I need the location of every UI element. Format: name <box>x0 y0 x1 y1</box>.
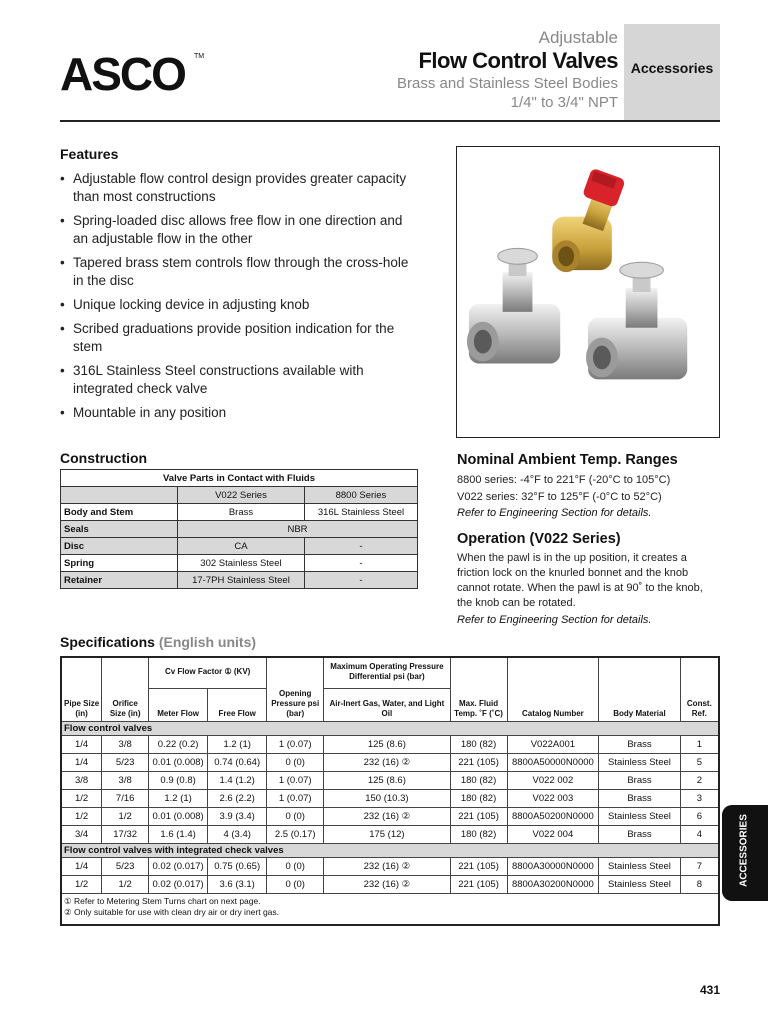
table-cell: 0 (0) <box>267 754 324 772</box>
table-cell: Brass <box>599 790 680 808</box>
table-cell: 4 (3.4) <box>208 826 267 844</box>
header-subtitle-top: Adjustable <box>538 28 618 47</box>
table-cell: 180 (82) <box>450 772 507 790</box>
table-row <box>61 521 418 538</box>
column-header: Max. Fluid Temp. ˚F (˚C) <box>450 657 507 722</box>
category-tab-label: Accessories <box>630 60 714 76</box>
table-cell: 5/23 <box>102 754 149 772</box>
spec-rows-group1 <box>61 736 719 844</box>
table-cell: 0.01 (0.008) <box>149 754 208 772</box>
table-cell: 150 (10.3) <box>324 790 450 808</box>
table-cell: 17/32 <box>102 826 149 844</box>
table-cell: 180 (82) <box>450 826 507 844</box>
table-notes <box>61 894 719 926</box>
category-tab <box>624 24 720 122</box>
group-label: Flow control valves <box>61 722 719 736</box>
column-header: Cv Flow Factor ① (KV) <box>149 657 267 689</box>
footnote-2: ② Only suitable for use with clean dry air or dry inert gas. <box>64 907 280 917</box>
construction-caption: Valve Parts in Contact with Fluids <box>61 470 418 487</box>
column-header: Air-Inert Gas, Water, and Light Oil <box>324 689 450 722</box>
table-cell: 0 (0) <box>267 876 324 894</box>
table-cell: 1 <box>680 736 719 754</box>
table-cell: 221 (105) <box>450 876 507 894</box>
table-row <box>61 808 719 826</box>
specifications-title: Specifications <box>60 634 155 650</box>
specifications-table <box>60 656 720 926</box>
column-header: Maximum Operating Pressure Differential psi (bar) <box>324 657 450 689</box>
table-cell: 232 (16) ② <box>324 876 450 894</box>
table-cell: 0 (0) <box>267 858 324 876</box>
logo-tm: TM <box>194 53 205 60</box>
table-cell: 3/8 <box>102 736 149 754</box>
column-header: Meter Flow <box>149 689 208 722</box>
table-group-row <box>61 722 719 736</box>
header-subtitle-bodies: Brass and Stainless Steel Bodies <box>397 75 618 92</box>
table-row <box>61 754 719 772</box>
page-title: Flow Control Valves <box>418 48 618 73</box>
temp-ranges <box>457 472 670 506</box>
table-cell: 1 (0.07) <box>267 736 324 754</box>
operation-reference: Refer to Engineering Section for details. <box>457 614 652 626</box>
table-cell: 8800A50200N0000 <box>507 808 599 826</box>
row-label: Body and Stem <box>61 504 178 521</box>
table-cell: CA <box>178 538 305 555</box>
table-cell: 0.74 (0.64) <box>208 754 267 772</box>
table-cell: 8800A30000N0000 <box>507 858 599 876</box>
column-header: Pipe Size (in) <box>61 657 102 722</box>
table-cell: 2 <box>680 772 719 790</box>
group-label: Flow control valves with integrated check valves <box>61 844 719 858</box>
table-header-row <box>61 657 719 689</box>
table-row <box>61 876 719 894</box>
table-cell: 1/4 <box>61 754 102 772</box>
table-row <box>61 504 418 521</box>
table-cell: 8 <box>680 876 719 894</box>
table-cell: 0 (0) <box>267 808 324 826</box>
table-cell: 0.01 (0.008) <box>149 808 208 826</box>
table-cell: 8800A30200N0000 <box>507 876 599 894</box>
table-cell: V022 002 <box>507 772 599 790</box>
table-cell: 0.02 (0.017) <box>149 876 208 894</box>
table-cell: 232 (16) ② <box>324 858 450 876</box>
construction-heading: Construction <box>60 450 148 466</box>
feature-item: • Scribed graduations provide position indication for the stem <box>60 320 420 356</box>
table-cell: Brass <box>599 736 680 754</box>
table-cell: 0.02 (0.017) <box>149 858 208 876</box>
table-cell: - <box>304 572 417 589</box>
table-cell: Brass <box>178 504 305 521</box>
column-header: V022 Series <box>178 487 305 504</box>
column-header: Orifice Size (in) <box>102 657 149 722</box>
table-cell: 2.5 (0.17) <box>267 826 324 844</box>
operation-heading: Operation (V022 Series) <box>457 531 621 547</box>
header-titles <box>288 28 618 112</box>
table-cell: 1/2 <box>102 876 149 894</box>
features-heading: Features <box>60 146 119 162</box>
feature-item: • Adjustable flow control design provides greater capacity than most constructions <box>60 170 420 206</box>
table-cell: Brass <box>599 772 680 790</box>
table-row <box>61 736 719 754</box>
column-header: Free Flow <box>208 689 267 722</box>
table-cell: 3/8 <box>61 772 102 790</box>
header-subtitle-size: 1/4" to 3/4" NPT <box>510 94 618 111</box>
table-cell: Stainless Steel <box>599 876 680 894</box>
table-notes-row <box>61 894 719 926</box>
features-list <box>60 170 420 428</box>
table-cell: 2.6 (2.2) <box>208 790 267 808</box>
table-row <box>61 790 719 808</box>
table-cell: 17-7PH Stainless Steel <box>178 572 305 589</box>
table-cell: 7/16 <box>102 790 149 808</box>
table-cell: 1.2 (1) <box>149 790 208 808</box>
table-cell: 1/2 <box>61 808 102 826</box>
table-row <box>61 572 418 589</box>
feature-item: • Unique locking device in adjusting knob <box>60 296 420 314</box>
table-cell: 7 <box>680 858 719 876</box>
table-row <box>61 858 719 876</box>
table-cell: 0.75 (0.65) <box>208 858 267 876</box>
column-header: Body Material <box>599 657 680 722</box>
table-cell: - <box>304 538 417 555</box>
row-label: Disc <box>61 538 178 555</box>
table-cell: 6 <box>680 808 719 826</box>
column-header: Const. Ref. <box>680 657 719 722</box>
product-photo <box>456 146 720 438</box>
table-cell: 0.9 (0.8) <box>149 772 208 790</box>
specifications-units: (English units) <box>158 634 257 650</box>
table-row <box>61 538 418 555</box>
table-cell: V022 004 <box>507 826 599 844</box>
table-cell: 1 (0.07) <box>267 772 324 790</box>
feature-item: • Mountable in any position <box>60 404 420 422</box>
table-cell: 1.6 (1.4) <box>149 826 208 844</box>
side-tab-label: ACCESSORIES <box>738 814 750 887</box>
table-cell: 1.4 (1.2) <box>208 772 267 790</box>
table-row <box>61 826 719 844</box>
column-header: Catalog Number <box>507 657 599 722</box>
table-cell: 125 (8.6) <box>324 772 450 790</box>
logo-wordmark: ASCO <box>60 50 185 96</box>
table-cell <box>61 487 178 504</box>
operation-body: When the pawl is in the up position, it creates a friction lock on the knurled bonnet and the knob cannot rotate. When the pawl is at 90˚ to the knob, the knob can be rotated. <box>457 552 703 609</box>
column-header: 8800 Series <box>304 487 417 504</box>
table-cell: Stainless Steel <box>599 808 680 826</box>
table-cell: 221 (105) <box>450 808 507 826</box>
table-cell: Stainless Steel <box>599 858 680 876</box>
construction-table <box>60 469 418 589</box>
column-header: Opening Pressure psi (bar) <box>267 657 324 722</box>
table-row <box>61 772 719 790</box>
table-cell: 232 (16) ② <box>324 808 450 826</box>
table-cell: NBR <box>178 521 418 538</box>
side-tab <box>722 805 768 901</box>
table-cell: 316L Stainless Steel <box>304 504 417 521</box>
table-cell: 3/4 <box>61 826 102 844</box>
table-cell: 1/4 <box>61 858 102 876</box>
feature-item: • Spring-loaded disc allows free flow in one direction and an adjustable flow in the other <box>60 212 420 248</box>
table-cell: 302 Stainless Steel <box>178 555 305 572</box>
table-row <box>61 470 418 487</box>
table-cell: 180 (82) <box>450 736 507 754</box>
table-cell: 3 <box>680 790 719 808</box>
table-cell: 1/2 <box>61 876 102 894</box>
specifications-heading <box>60 634 256 650</box>
row-label: Spring <box>61 555 178 572</box>
table-cell: 1/4 <box>61 736 102 754</box>
table-cell: 1 (0.07) <box>267 790 324 808</box>
footnote-1: ① Refer to Metering Stem Turns chart on next page. <box>64 896 261 906</box>
spec-rows-group2 <box>61 858 719 894</box>
header-rule <box>60 120 720 122</box>
table-cell: 3.6 (3.1) <box>208 876 267 894</box>
table-cell: 221 (105) <box>450 858 507 876</box>
stainless-valve-left <box>467 248 560 363</box>
table-cell: - <box>304 555 417 572</box>
feature-item: • Tapered brass stem controls flow through the cross-hole in the disc <box>60 254 420 290</box>
table-cell: 4 <box>680 826 719 844</box>
table-cell: 125 (8.6) <box>324 736 450 754</box>
asco-logo <box>60 50 208 96</box>
table-cell: V022A001 <box>507 736 599 754</box>
temp-line-v022: V022 series: 32°F to 125°F (-0°C to 52°C) <box>457 491 662 503</box>
temp-heading: Nominal Ambient Temp. Ranges <box>457 452 678 468</box>
row-label: Seals <box>61 521 178 538</box>
table-cell: 3.9 (3.4) <box>208 808 267 826</box>
table-cell: 1/2 <box>102 808 149 826</box>
table-cell: Stainless Steel <box>599 754 680 772</box>
table-row <box>61 487 418 504</box>
temp-reference: Refer to Engineering Section for details. <box>457 507 652 519</box>
temp-line-8800: 8800 series: -4°F to 221°F (-20°C to 105°C) <box>457 474 671 486</box>
table-cell: 5 <box>680 754 719 772</box>
feature-item: • 316L Stainless Steel constructions available with integrated check valve <box>60 362 420 398</box>
table-cell: V022 003 <box>507 790 599 808</box>
table-cell: 232 (16) ② <box>324 754 450 772</box>
brass-valve <box>552 168 625 272</box>
page-number: 431 <box>699 983 720 997</box>
table-cell: 175 (12) <box>324 826 450 844</box>
table-cell: Brass <box>599 826 680 844</box>
table-group-row <box>61 844 719 858</box>
table-cell: 3/8 <box>102 772 149 790</box>
table-row <box>61 555 418 572</box>
stainless-valve-right <box>586 262 687 379</box>
row-label: Retainer <box>61 572 178 589</box>
table-cell: 0.22 (0.2) <box>149 736 208 754</box>
table-cell: 1/2 <box>61 790 102 808</box>
table-cell: 1.2 (1) <box>208 736 267 754</box>
table-cell: 8800A50000N0000 <box>507 754 599 772</box>
table-cell: 180 (82) <box>450 790 507 808</box>
table-cell: 5/23 <box>102 858 149 876</box>
table-cell: 221 (105) <box>450 754 507 772</box>
